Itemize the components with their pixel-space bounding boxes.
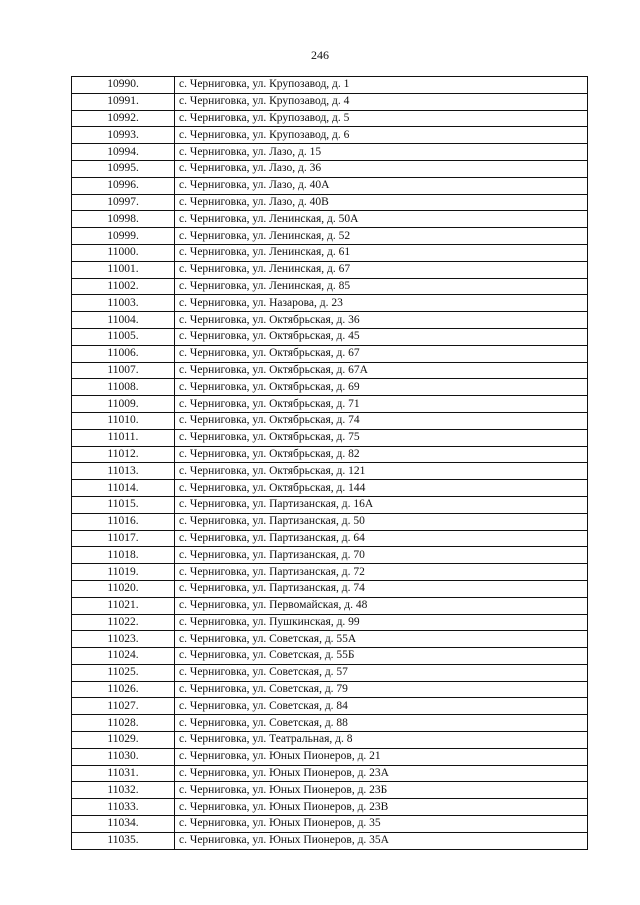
row-number: 10998. [72, 211, 175, 228]
row-address: с. Черниговка, ул. Партизанская, д. 50 [175, 513, 588, 530]
row-number: 11005. [72, 328, 175, 345]
row-number: 11027. [72, 698, 175, 715]
row-address: с. Черниговка, ул. Ленинская, д. 52 [175, 228, 588, 245]
row-address: с. Черниговка, ул. Назарова, д. 23 [175, 295, 588, 312]
row-number: 11032. [72, 782, 175, 799]
row-number: 11010. [72, 412, 175, 429]
table-row [72, 160, 588, 177]
row-address: с. Черниговка, ул. Октябрьская, д. 67 [175, 345, 588, 362]
row-number: 10995. [72, 160, 175, 177]
table-row [72, 816, 588, 833]
row-address: с. Черниговка, ул. Первомайская, д. 48 [175, 597, 588, 614]
table-row [72, 748, 588, 765]
page-number: 246 [311, 48, 329, 62]
row-address: с. Черниговка, ул. Советская, д. 79 [175, 681, 588, 698]
row-address: с. Черниговка, ул. Крупозавод, д. 4 [175, 93, 588, 110]
row-number: 11023. [72, 631, 175, 648]
row-address: с. Черниговка, ул. Советская, д. 55Б [175, 648, 588, 665]
table-row [72, 194, 588, 211]
row-number: 11015. [72, 496, 175, 513]
row-number: 10990. [72, 77, 175, 94]
table-row [72, 799, 588, 816]
row-address: с. Черниговка, ул. Октябрьская, д. 121 [175, 463, 588, 480]
row-address: с. Черниговка, ул. Крупозавод, д. 1 [175, 77, 588, 94]
row-address: с. Черниговка, ул. Октябрьская, д. 144 [175, 480, 588, 497]
row-number: 11001. [72, 261, 175, 278]
row-address: с. Черниговка, ул. Юных Пионеров, д. 21 [175, 748, 588, 765]
row-number: 11031. [72, 765, 175, 782]
address-table [71, 76, 588, 850]
table-row [72, 513, 588, 530]
table-row [72, 110, 588, 127]
row-number: 11003. [72, 295, 175, 312]
row-number: 11033. [72, 799, 175, 816]
row-number: 11019. [72, 564, 175, 581]
table-row [72, 328, 588, 345]
row-address: с. Черниговка, ул. Октябрьская, д. 69 [175, 379, 588, 396]
row-address: с. Черниговка, ул. Советская, д. 57 [175, 664, 588, 681]
row-address: с. Черниговка, ул. Лазо, д. 40В [175, 194, 588, 211]
table-row [72, 832, 588, 849]
table-row [72, 597, 588, 614]
table-row [72, 698, 588, 715]
row-number: 10999. [72, 228, 175, 245]
row-address: с. Черниговка, ул. Юных Пионеров, д. 35 [175, 816, 588, 833]
row-address: с. Черниговка, ул. Юных Пионеров, д. 23В [175, 799, 588, 816]
table-row [72, 564, 588, 581]
row-address: с. Черниговка, ул. Октябрьская, д. 36 [175, 312, 588, 329]
row-address: с. Черниговка, ул. Крупозавод, д. 6 [175, 127, 588, 144]
table-row [72, 580, 588, 597]
row-address: с. Черниговка, ул. Партизанская, д. 70 [175, 547, 588, 564]
row-address: с. Черниговка, ул. Октябрьская, д. 67А [175, 362, 588, 379]
row-address: с. Черниговка, ул. Октябрьская, д. 82 [175, 446, 588, 463]
table-row [72, 312, 588, 329]
row-address: с. Черниговка, ул. Октябрьская, д. 71 [175, 396, 588, 413]
table-row [72, 379, 588, 396]
row-number: 11013. [72, 463, 175, 480]
table-row [72, 93, 588, 110]
table-row [72, 480, 588, 497]
table-row [72, 732, 588, 749]
row-address: с. Черниговка, ул. Партизанская, д. 16А [175, 496, 588, 513]
row-number: 11000. [72, 244, 175, 261]
table-row [72, 144, 588, 161]
table-row [72, 228, 588, 245]
table-row [72, 127, 588, 144]
row-number: 11012. [72, 446, 175, 463]
row-address: с. Черниговка, ул. Ленинская, д. 85 [175, 278, 588, 295]
table-row [72, 77, 588, 94]
row-number: 11017. [72, 530, 175, 547]
row-number: 11021. [72, 597, 175, 614]
row-number: 10992. [72, 110, 175, 127]
row-address: с. Черниговка, ул. Партизанская, д. 72 [175, 564, 588, 581]
row-address: с. Черниговка, ул. Ленинская, д. 61 [175, 244, 588, 261]
row-address: с. Черниговка, ул. Партизанская, д. 74 [175, 580, 588, 597]
table-row [72, 496, 588, 513]
table-row [72, 765, 588, 782]
row-address: с. Черниговка, ул. Ленинская, д. 50А [175, 211, 588, 228]
row-number: 10991. [72, 93, 175, 110]
row-number: 11007. [72, 362, 175, 379]
row-address: с. Черниговка, ул. Ленинская, д. 67 [175, 261, 588, 278]
row-number: 10997. [72, 194, 175, 211]
row-address: с. Черниговка, ул. Партизанская, д. 64 [175, 530, 588, 547]
row-address: с. Черниговка, ул. Октябрьская, д. 74 [175, 412, 588, 429]
table-row [72, 648, 588, 665]
table-row [72, 446, 588, 463]
row-number: 11030. [72, 748, 175, 765]
row-number: 11018. [72, 547, 175, 564]
table-row [72, 396, 588, 413]
row-number: 11028. [72, 715, 175, 732]
row-address: с. Черниговка, ул. Октябрьская, д. 45 [175, 328, 588, 345]
row-number: 10994. [72, 144, 175, 161]
table-row [72, 345, 588, 362]
table-row [72, 614, 588, 631]
row-address: с. Черниговка, ул. Юных Пионеров, д. 23А [175, 765, 588, 782]
table-row [72, 295, 588, 312]
row-address: с. Черниговка, ул. Юных Пионеров, д. 23Б [175, 782, 588, 799]
table-row [72, 362, 588, 379]
row-address: с. Черниговка, ул. Крупозавод, д. 5 [175, 110, 588, 127]
row-address: с. Черниговка, ул. Лазо, д. 36 [175, 160, 588, 177]
row-address: с. Черниговка, ул. Советская, д. 88 [175, 715, 588, 732]
table-row [72, 463, 588, 480]
row-address: с. Черниговка, ул. Советская, д. 84 [175, 698, 588, 715]
row-number: 11009. [72, 396, 175, 413]
row-address: с. Черниговка, ул. Театральная, д. 8 [175, 732, 588, 749]
row-number: 11016. [72, 513, 175, 530]
row-number: 11020. [72, 580, 175, 597]
row-number: 11004. [72, 312, 175, 329]
row-number: 11011. [72, 429, 175, 446]
row-address: с. Черниговка, ул. Октябрьская, д. 75 [175, 429, 588, 446]
table-row [72, 715, 588, 732]
table-row [72, 782, 588, 799]
table-row [72, 664, 588, 681]
row-number: 10996. [72, 177, 175, 194]
row-number: 11035. [72, 832, 175, 849]
row-number: 11014. [72, 480, 175, 497]
table-row [72, 261, 588, 278]
table-row [72, 177, 588, 194]
row-number: 11024. [72, 648, 175, 665]
row-number: 11026. [72, 681, 175, 698]
row-number: 11002. [72, 278, 175, 295]
row-number: 11022. [72, 614, 175, 631]
row-address: с. Черниговка, ул. Пушкинская, д. 99 [175, 614, 588, 631]
table-row [72, 412, 588, 429]
table-row [72, 681, 588, 698]
table-row [72, 211, 588, 228]
table-row [72, 530, 588, 547]
table-row [72, 547, 588, 564]
row-number: 11025. [72, 664, 175, 681]
table-row [72, 278, 588, 295]
row-number: 11008. [72, 379, 175, 396]
row-number: 11006. [72, 345, 175, 362]
row-address: с. Черниговка, ул. Лазо, д. 40А [175, 177, 588, 194]
row-address: с. Черниговка, ул. Юных Пионеров, д. 35А [175, 832, 588, 849]
table-row [72, 631, 588, 648]
row-address: с. Черниговка, ул. Лазо, д. 15 [175, 144, 588, 161]
table-row [72, 244, 588, 261]
row-address: с. Черниговка, ул. Советская, д. 55А [175, 631, 588, 648]
address-table-body [72, 77, 588, 850]
row-number: 10993. [72, 127, 175, 144]
table-row [72, 429, 588, 446]
row-number: 11029. [72, 732, 175, 749]
row-number: 11034. [72, 816, 175, 833]
